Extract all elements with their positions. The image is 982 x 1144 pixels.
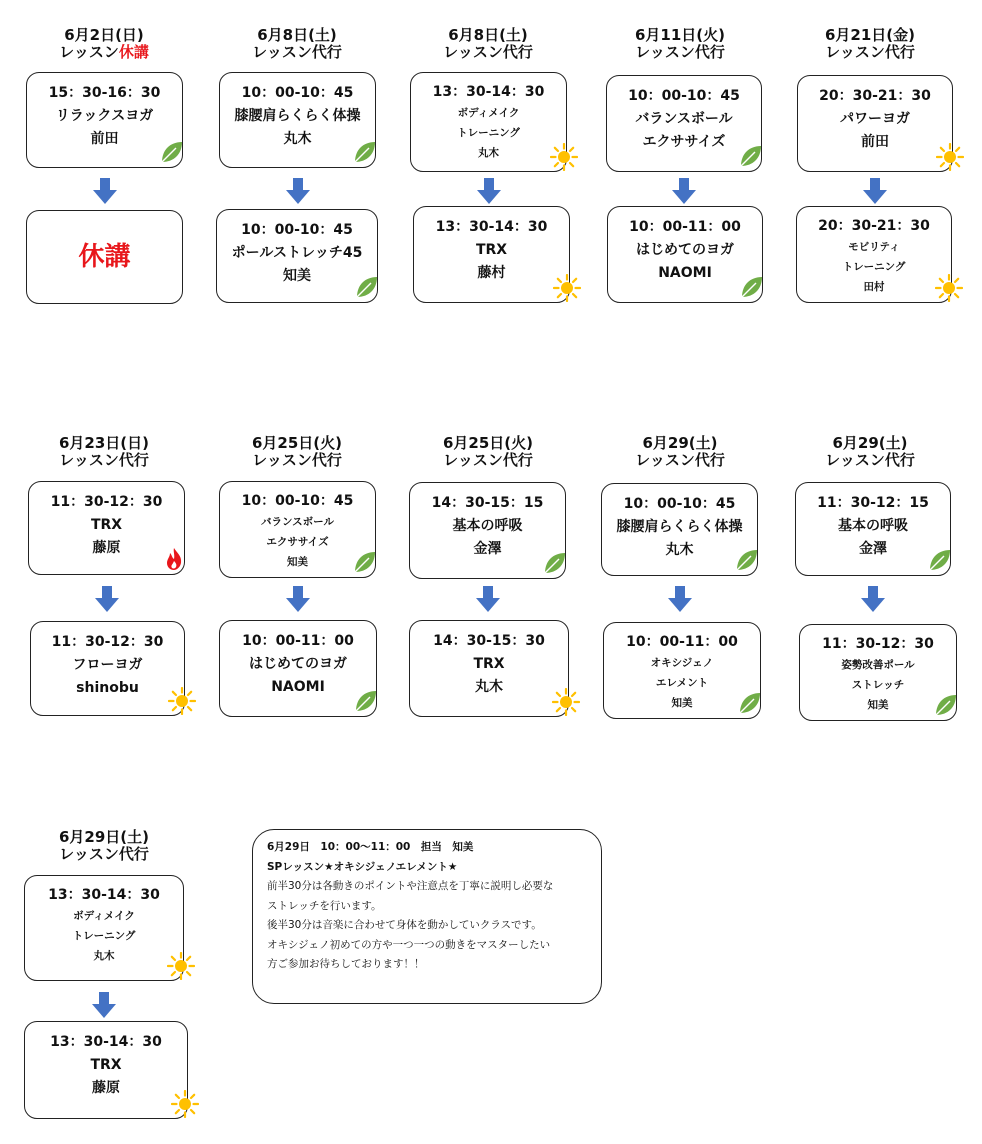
lesson-name: ボディメイク — [457, 107, 520, 119]
note-body-line: オキシジェノ初めての方や一つ一つの動きをマスターしたい — [267, 938, 551, 951]
lesson-time: 10：00-10：45 — [241, 85, 354, 101]
lesson-date-heading — [790, 435, 950, 469]
replacement-lesson-card — [30, 621, 185, 716]
lesson-time: 20：30-21：30 — [818, 218, 930, 234]
lesson-date-heading — [600, 27, 760, 61]
note-body-line: 前半30分は各動きのポイントや注意点を丁寧に説明し必要な — [267, 880, 554, 892]
lesson-name: TRX — [90, 517, 123, 533]
lesson-change-type — [600, 452, 760, 469]
lesson-time: 13：30-14：30 — [435, 219, 548, 235]
leaf-icon — [932, 691, 960, 723]
note-title: SPレッスン★オキシジェノエレメント★ — [267, 860, 458, 873]
lesson-date: 6月8日(土) — [257, 26, 337, 44]
lesson-change-type — [217, 44, 377, 61]
down-arrow-icon — [476, 177, 502, 209]
down-arrow-icon — [862, 177, 888, 209]
lesson-time: 20：30-21：30 — [819, 88, 931, 104]
lesson-time: 10：00-10：45 — [628, 88, 740, 104]
note-body-line: 方ご参加お待ちしております！！ — [267, 958, 425, 970]
lesson-date-heading — [600, 435, 760, 469]
original-lesson-card — [219, 481, 376, 578]
change-type-text: レッスン代行 — [252, 451, 342, 469]
change-type-text: レッスン代行 — [825, 43, 915, 61]
leaf-icon — [352, 687, 380, 719]
lesson-date: 6月11日(火) — [634, 26, 726, 44]
down-arrow-icon — [285, 177, 311, 209]
sun-icon — [936, 143, 964, 175]
special-lesson-note — [252, 829, 602, 1004]
lesson-name: TRX — [475, 242, 508, 258]
instructor-name: NAOMI — [658, 265, 712, 281]
down-arrow-icon — [91, 991, 117, 1023]
instructor-name: 知美 — [287, 556, 308, 568]
lesson-date: 6月2日(日) — [64, 26, 144, 44]
leaf-icon — [736, 689, 764, 721]
lesson-time: 11：30-12：30 — [822, 636, 934, 652]
note-body-line: 後半30分は音楽に合わせて身体を動かしていクラスです。 — [267, 919, 542, 931]
lesson-date-heading — [24, 829, 184, 863]
sun-icon — [550, 143, 578, 175]
lesson-name: エクササイズ — [266, 536, 329, 548]
lesson-name: 基本の呼吸 — [838, 518, 908, 534]
lesson-date: 6月29(土) — [642, 434, 718, 452]
lesson-name: モビリティ — [848, 241, 900, 253]
replacement-lesson-card — [607, 206, 763, 303]
lesson-name: バランスボール — [635, 111, 733, 127]
replacement-lesson-card — [799, 624, 957, 721]
instructor-name: 知美 — [671, 697, 693, 709]
down-arrow-icon — [667, 585, 693, 617]
instructor-name: 前田 — [861, 134, 889, 150]
lesson-date: 6月21日(金) — [824, 26, 916, 44]
lesson-name: はじめてのヨガ — [249, 656, 347, 672]
leaf-icon — [737, 142, 765, 174]
lesson-name: 膝腰肩らくらく体操 — [616, 519, 743, 535]
lesson-name: バランスボール — [261, 516, 334, 528]
lesson-date-heading — [408, 435, 568, 469]
lesson-time: 15：30-16：30 — [48, 85, 161, 101]
instructor-name: エクササイズ — [642, 134, 726, 150]
lesson-change-type — [24, 846, 184, 863]
lesson-name: TRX — [473, 656, 505, 672]
replacement-lesson-card — [603, 622, 761, 719]
lesson-time: 14：30-15：30 — [433, 633, 545, 649]
lesson-date-heading — [217, 27, 377, 61]
down-arrow-icon — [671, 177, 697, 209]
lesson-time: 13：30-14：30 — [432, 84, 545, 100]
replacement-lesson-card — [26, 210, 183, 304]
lesson-name: はじめてのヨガ — [636, 242, 734, 258]
lesson-time: 13：30-14：30 — [50, 1034, 162, 1050]
lesson-time: 10：00-11：00 — [626, 634, 738, 650]
lesson-name: TRX — [90, 1057, 122, 1073]
lesson-date: 6月29日(土) — [58, 828, 150, 846]
instructor-name: 前田 — [90, 131, 119, 147]
lesson-name: ボディメイク — [73, 910, 135, 922]
instructor-name: 金澤 — [859, 541, 887, 557]
lesson-date: 6月8日(土) — [448, 26, 528, 44]
lesson-time: 10：00-10：45 — [241, 493, 354, 509]
leaf-icon — [926, 546, 954, 578]
lesson-time: 10：00-10：45 — [623, 496, 736, 512]
replacement-lesson-card — [413, 206, 570, 303]
lesson-name: パワーヨガ — [840, 111, 910, 127]
lesson-name: ストレッチ — [851, 679, 905, 691]
lesson-name: オキシジェノ — [650, 657, 714, 669]
lesson-name: トレーニング — [457, 127, 520, 139]
lesson-date: 6月25日(火) — [251, 434, 343, 452]
original-lesson-card — [410, 72, 567, 172]
change-type-text: レッスン代行 — [252, 43, 342, 61]
original-lesson-card — [795, 482, 951, 576]
lesson-time: 10：00-10：45 — [241, 222, 353, 238]
change-type-text: レッスン代行 — [825, 451, 915, 469]
lesson-name: エレメント — [655, 677, 709, 689]
lesson-change-type — [217, 452, 377, 469]
lesson-change-type — [408, 452, 568, 469]
leaf-icon — [541, 549, 569, 581]
lesson-change-type — [790, 452, 950, 469]
lesson-name: ポールストレッチ45 — [231, 245, 363, 261]
lesson-date-heading — [790, 27, 950, 61]
lesson-time: 11：30-12：15 — [817, 495, 929, 511]
original-lesson-card — [24, 875, 184, 981]
change-type-text: レッスン代行 — [59, 451, 149, 469]
instructor-name: 丸木 — [93, 950, 115, 962]
instructor-name: 藤原 — [92, 1080, 120, 1096]
change-type-text: レッスン代行 — [443, 43, 533, 61]
lesson-date-heading — [24, 435, 184, 469]
replacement-lesson-card — [409, 620, 569, 717]
lesson-name: 姿勢改善ポール — [841, 659, 915, 671]
original-lesson-card — [606, 75, 762, 172]
replacement-lesson-card — [219, 620, 377, 717]
lesson-date: 6月23日(日) — [58, 434, 150, 452]
lesson-date-heading — [24, 27, 184, 61]
lesson-name: トレーニング — [842, 261, 906, 273]
instructor-name: 田村 — [863, 281, 885, 293]
lesson-name: 基本の呼吸 — [452, 518, 523, 534]
lesson-name: 膝腰肩らくらく体操 — [234, 108, 361, 124]
original-lesson-card — [26, 72, 183, 168]
lesson-time: 10：00-11：00 — [629, 219, 741, 235]
instructor-name: 知美 — [283, 268, 311, 284]
sun-icon — [935, 274, 963, 306]
lesson-change-type — [790, 44, 950, 61]
down-arrow-icon — [92, 177, 118, 209]
original-lesson-card — [28, 481, 185, 575]
leaf-icon — [158, 138, 186, 170]
down-arrow-icon — [475, 585, 501, 617]
lesson-name: フローヨガ — [72, 657, 143, 673]
change-type-text: レッスン代行 — [443, 451, 533, 469]
note-header: 6月29日 10：00～11：00 担当 知美 — [267, 841, 474, 853]
sun-icon — [171, 1090, 199, 1122]
lesson-name: トレーニング — [72, 930, 136, 942]
instructor-name: NAOMI — [271, 679, 325, 695]
change-type-text: レッスン代行 — [635, 43, 725, 61]
instructor-name: shinobu — [76, 680, 139, 696]
lesson-date: 6月25日(火) — [442, 434, 534, 452]
down-arrow-icon — [285, 585, 311, 617]
down-arrow-icon — [94, 585, 120, 617]
sun-icon — [552, 688, 580, 720]
lesson-time: 10：00-11：00 — [242, 633, 354, 649]
change-type-text: レッスン代行 — [635, 451, 725, 469]
lesson-time: 14：30-15：15 — [431, 495, 544, 511]
instructor-name: 藤村 — [477, 265, 506, 281]
leaf-icon — [738, 273, 766, 305]
leaf-icon — [733, 546, 761, 578]
replacement-lesson-card — [796, 206, 952, 303]
original-lesson-card — [797, 75, 953, 172]
leaf-icon — [353, 273, 381, 305]
lesson-change-type — [24, 44, 184, 61]
lesson-time: 11：30-12：30 — [50, 494, 163, 510]
lesson-change-type — [24, 452, 184, 469]
replacement-lesson-card — [24, 1021, 188, 1119]
lesson-date-heading — [217, 435, 377, 469]
leaf-icon — [351, 548, 379, 580]
lesson-time: 11：30-12：30 — [51, 634, 164, 650]
leaf-icon — [351, 138, 379, 170]
cancelled-label: 休講 — [78, 242, 131, 272]
original-lesson-card — [219, 72, 376, 168]
original-lesson-card — [409, 482, 566, 579]
change-type-text: レッスン — [59, 43, 119, 61]
change-type-text: レッスン代行 — [59, 845, 149, 863]
instructor-name: 丸木 — [478, 147, 499, 159]
flame-icon — [160, 545, 188, 577]
replacement-lesson-card — [216, 209, 378, 303]
instructor-name: 丸木 — [665, 542, 694, 558]
sun-icon — [553, 274, 581, 306]
sun-icon — [167, 952, 195, 984]
instructor-name: 金澤 — [473, 541, 502, 557]
instructor-name: 丸木 — [283, 131, 312, 147]
instructor-name: 知美 — [867, 699, 889, 711]
lesson-time: 13：30-14：30 — [48, 887, 160, 903]
sun-icon — [168, 687, 196, 719]
down-arrow-icon — [860, 585, 886, 617]
lesson-name: リラックスヨガ — [55, 108, 154, 124]
lesson-change-type — [600, 44, 760, 61]
lesson-date-heading — [408, 27, 568, 61]
lesson-change-type — [408, 44, 568, 61]
lesson-date: 6月29(土) — [832, 434, 908, 452]
change-type-highlight: 休講 — [118, 43, 149, 61]
note-body-line: ストレッチを行います。 — [267, 899, 382, 912]
instructor-name: 藤原 — [92, 540, 121, 556]
instructor-name: 丸木 — [475, 679, 503, 695]
original-lesson-card — [601, 483, 758, 576]
